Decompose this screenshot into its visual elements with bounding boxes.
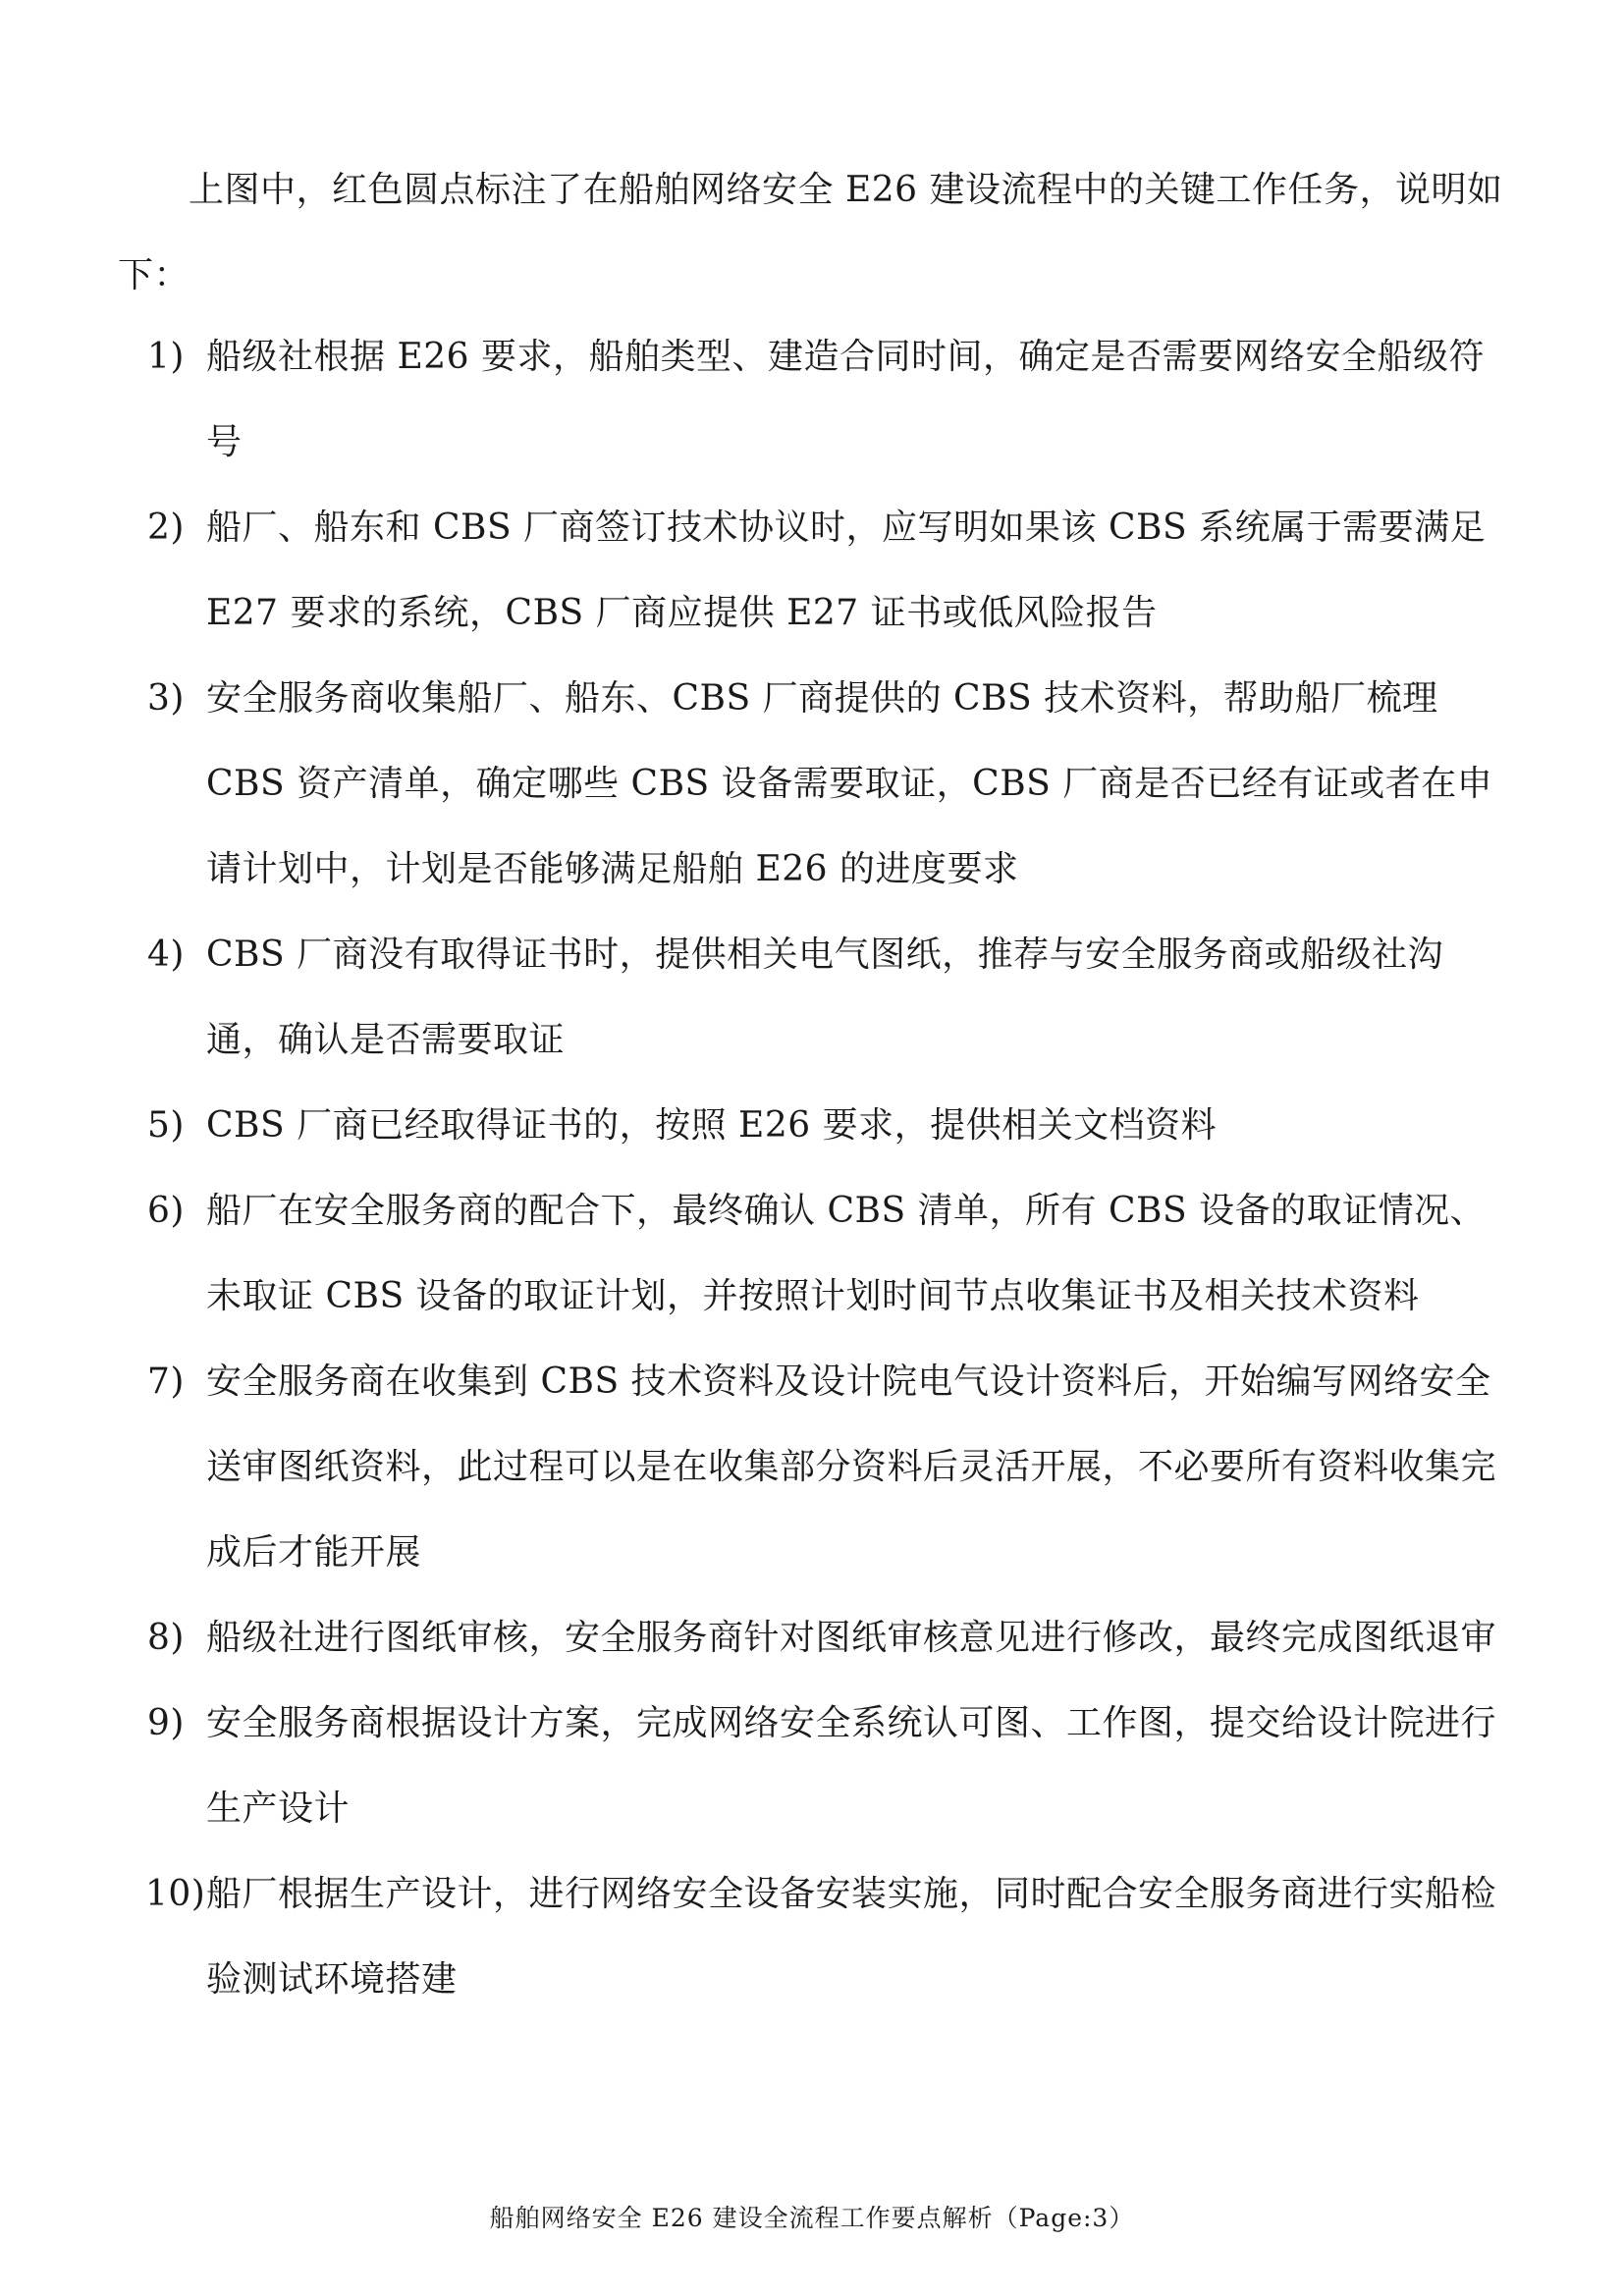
list-item-text: 安全服务商在收集到 CBS 技术资料及设计院电气设计资料后，开始编写网络安全送审图纸资料，此过程可以是在收集部分资料后灵活开展，不必要所有资料收集完成后才能开展 [206,1362,1497,1573]
list-item [118,912,1512,1083]
list-item [118,1595,1512,1681]
list-item-text: CBS 厂商已经取得证书的，按照 E26 要求，提供相关文档资料 [206,1105,1218,1146]
list-item-number: 6) [147,1191,185,1231]
list-item-text: 船级社进行图纸审核，安全服务商针对图纸审核意见进行修改，最终完成图纸退审 [206,1618,1497,1658]
list-item [118,1851,1512,2022]
list-item [118,314,1512,485]
list-item-number: 4) [147,934,185,975]
list-item-text: 船厂、船东和 CBS 厂商签订技术协议时，应写明如果该 CBS 系统属于需要满足 E27 要求的系统，CBS 厂商应提供 E27 证书或低风险报告 [206,507,1487,633]
list-item-text: 船厂根据生产设计，进行网络安全设备安装实施，同时配合安全服务商进行实船检验测试环境搭建 [206,1874,1497,2000]
list-item-number: 7) [147,1362,185,1402]
list-item [118,656,1512,912]
page-footer: 船舶网络安全 E26 建设全流程工作要点解析（Page:3） [489,2204,1135,2232]
list-item-text: 安全服务商根据设计方案，完成网络安全系统认可图、工作图，提交给设计院进行生产设计 [206,1703,1497,1829]
list-item-text: CBS 厂商没有取得证书时，提供相关电气图纸，推荐与安全服务商或船级社沟通，确认是否需要取证 [206,934,1444,1060]
list-item [118,1681,1512,1851]
list-item-number: 2) [147,507,185,548]
task-list [118,314,1512,2022]
list-item-text: 船级社根据 E26 要求，船舶类型、建造合同时间，确定是否需要网络安全船级符号 [206,337,1485,462]
intro-paragraph: 上图中，红色圆点标注了在船舶网络安全 E26 建设流程中的关键工作任务，说明如下： [118,170,1503,295]
list-item-number: 1) [147,337,185,377]
list-item [118,485,1512,656]
list-item-number: 10) [145,1874,206,1914]
list-item-number: 5) [147,1105,185,1146]
list-item-number: 9) [147,1703,185,1743]
list-item-number: 8) [147,1618,185,1658]
list-item-number: 3) [147,678,185,719]
list-item-text: 安全服务商收集船厂、船东、CBS 厂商提供的 CBS 技术资料，帮助船厂梳理 CBS 资产清单，确定哪些 CBS 设备需要取证，CBS 厂商是否已经有证或者在申请计划中，计划是否能够满足船舶 E26 的进度要求 [206,678,1493,889]
list-item [118,1339,1512,1595]
list-item-text: 船厂在安全服务商的配合下，最终确认 CBS 清单，所有 CBS 设备的取证情况、未取证 CBS 设备的取证计划，并按照计划时间节点收集证书及相关技术资料 [206,1191,1487,1316]
list-item [118,1168,1512,1339]
list-item [118,1083,1512,1168]
